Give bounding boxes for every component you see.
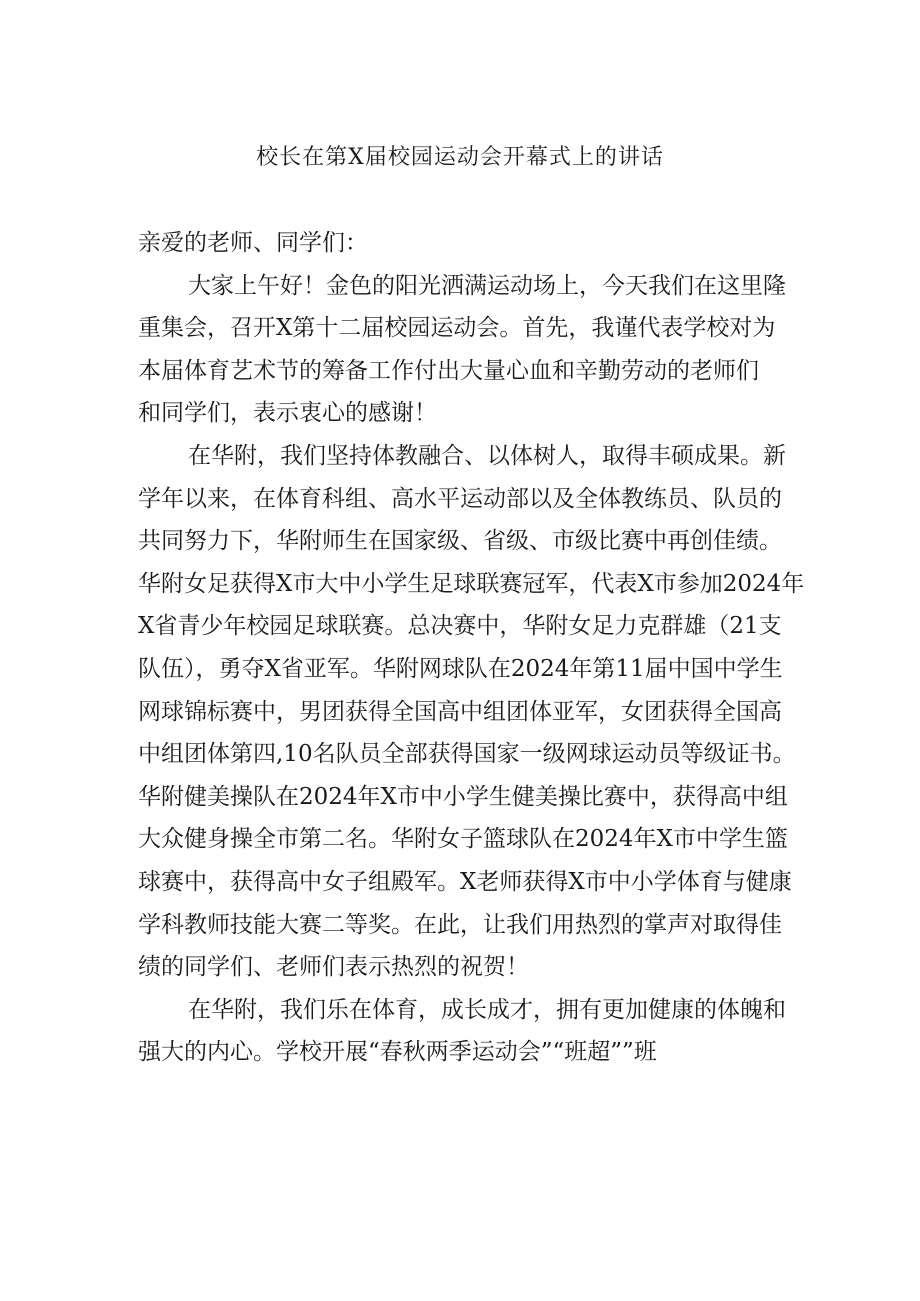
paragraph-2-line-10: 大众健身操全市第二名。华附女子篮球队在2024年X市中学生篮 — [138, 826, 788, 853]
paragraph-2-line-3: 共同努力下，华附师生在国家级、省级、市级比赛中再创佳绩。 — [138, 528, 782, 555]
paragraph-2-line-12: 学科教师技能大赛二等奖。在此，让我们用热烈的掌声对取得佳 — [138, 911, 782, 938]
paragraph-2-line-6: 队伍），勇夺X省亚军。华附网球队在2024年第11届中国中学生 — [138, 655, 783, 682]
greeting-line: 亲爱的老师、同学们： — [138, 230, 368, 256]
paragraph-1-line-1: 大家上午好！金色的阳光洒满运动场上，今天我们在这里隆 — [188, 272, 786, 299]
paragraph-1-line-3: 本届体育艺术节的筹备工作付出大量心血和辛勤劳动的老师们 — [138, 357, 759, 384]
paragraph-3-line-1: 在华附，我们乐在体育，成长成才，拥有更加健康的体魄和 — [188, 996, 786, 1023]
paragraph-2-line-13: 绩的同学们、老师们表示热烈的祝贺！ — [138, 954, 529, 981]
paragraph-1-line-4: 和同学们，表示衷心的感谢！ — [138, 400, 437, 427]
paragraph-1-line-2: 重集会，召开X第十二届校园运动会。首先，我谨代表学校对为 — [138, 315, 776, 342]
document-body — [138, 222, 805, 1074]
paragraph-2-line-4: 华附女足获得X市大中小学生足球联赛冠军，代表X市参加2024年 — [138, 570, 805, 597]
paragraph-2-line-1: 在华附，我们坚持体教融合、以体树人，取得丰硕成果。新 — [188, 442, 786, 469]
paragraph-2-line-8: 中组团体第四,10名队员全部获得国家一级网球运动员等级证书。 — [138, 741, 796, 768]
paragraph-2-line-7: 网球锦标赛中，男团获得全国高中组团体亚军，女团获得全国高 — [138, 698, 782, 725]
paragraph-2-line-9: 华附健美操队在2024年X市中小学生健美操比赛中，获得高中组 — [138, 783, 788, 810]
paragraph-2-line-11: 球赛中，获得高中女子组殿军。X老师获得X市中小学体育与健康 — [138, 868, 792, 895]
paragraph-2-line-5: X省青少年校园足球联赛。总决赛中，华附女足力克群雄（21支 — [138, 613, 782, 640]
paragraph-2-line-2: 学年以来，在体育科组、高水平运动部以及全体教练员、队员的 — [138, 485, 782, 512]
document-title: 校长在第X届校园运动会开幕式上的讲话 — [256, 145, 664, 170]
paragraph-3-line-2: 强大的内心。学校开展“春秋两季运动会”“班超””班 — [138, 1039, 657, 1066]
